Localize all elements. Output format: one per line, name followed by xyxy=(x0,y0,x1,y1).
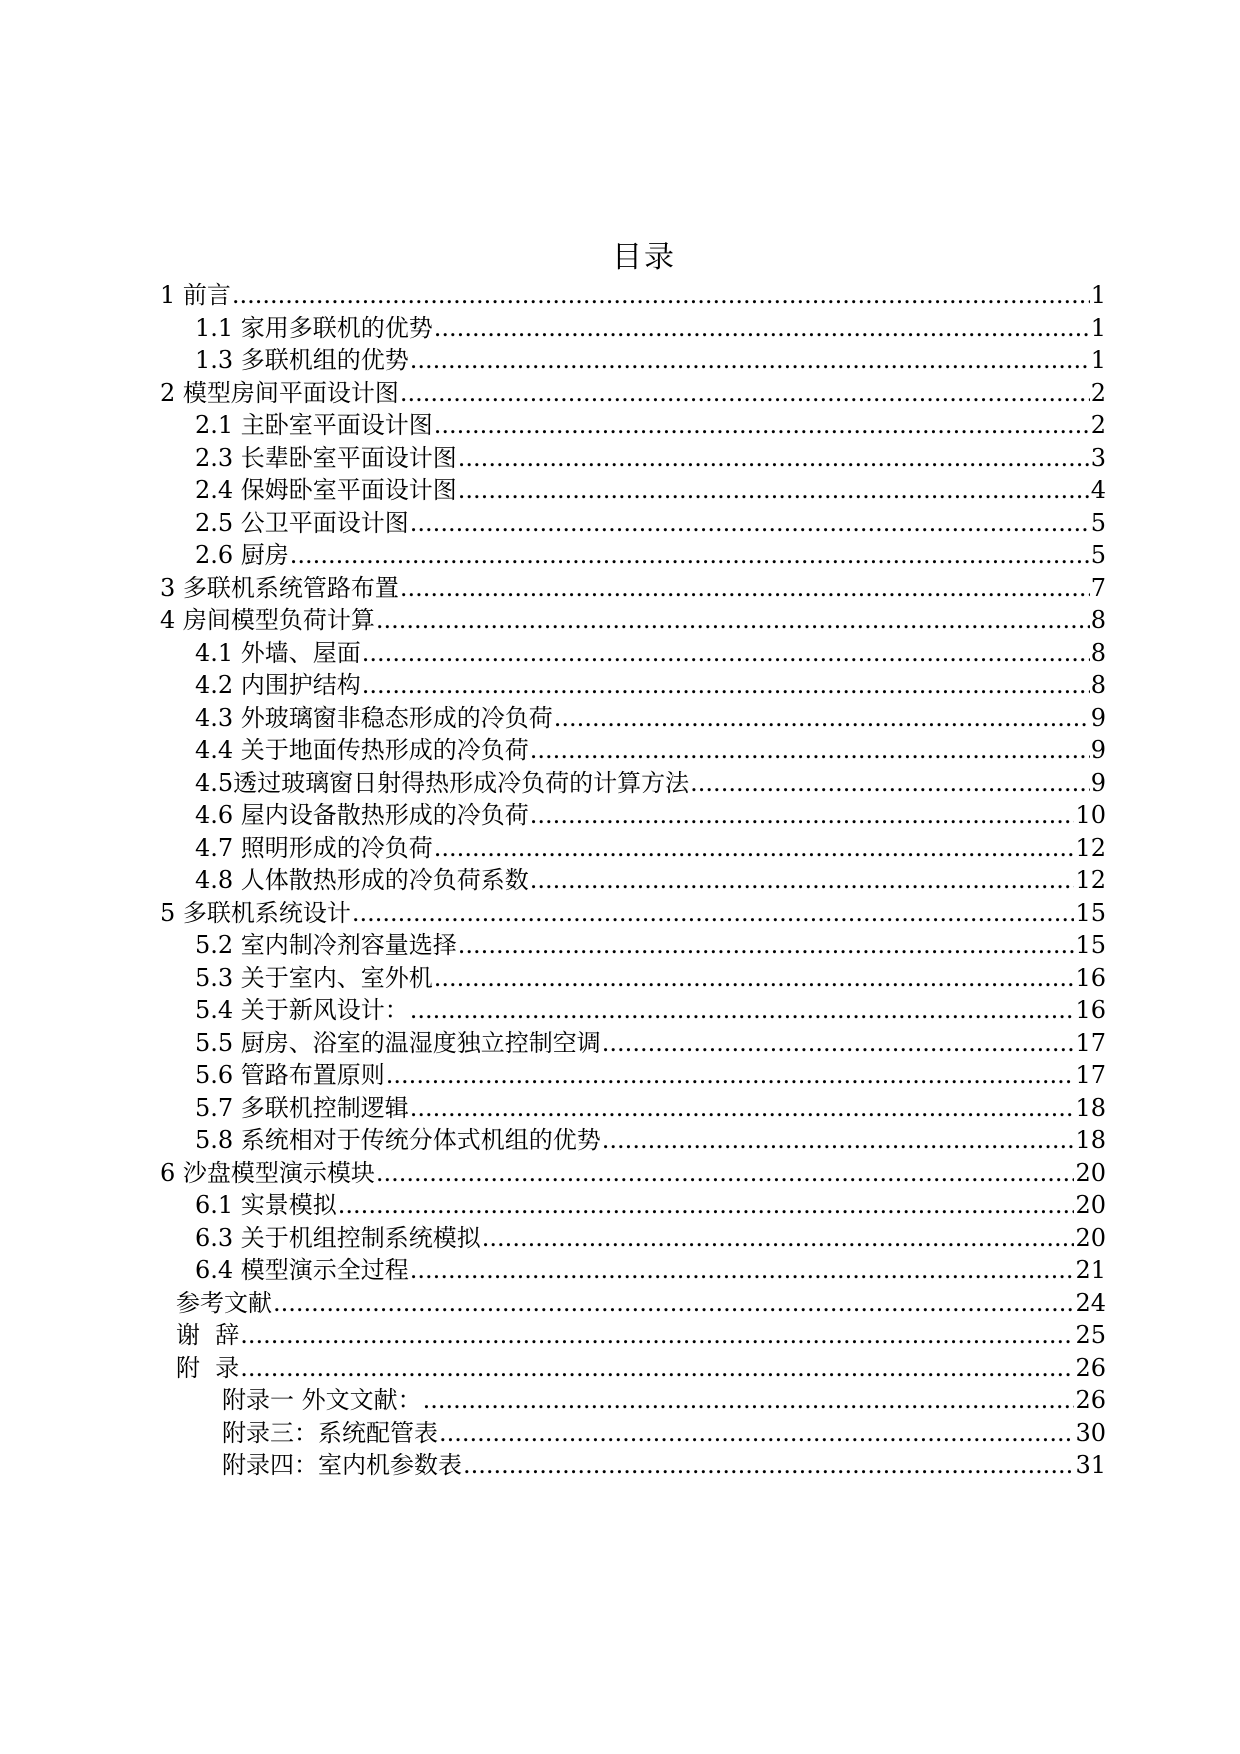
toc-entry-page-number: 1 xyxy=(1090,313,1106,342)
dot-leader xyxy=(434,312,1090,345)
dot-leader xyxy=(482,1222,1075,1255)
toc-entry-label: 5.6 管路布置原则 xyxy=(195,1061,385,1089)
toc-entry-page-number: 12 xyxy=(1075,866,1106,894)
toc-entry-page-number: 16 xyxy=(1075,996,1106,1024)
toc-entry-label: 6.4 模型演示全过程 xyxy=(195,1256,409,1284)
dot-leader xyxy=(362,637,1090,670)
toc-entry-label: 5.5 厨房、浴室的温湿度独立控制空调 xyxy=(195,1028,601,1057)
dot-leader xyxy=(410,1254,1075,1287)
toc-entry-label: 4.7 照明形成的冷负荷 xyxy=(195,833,433,862)
dot-leader xyxy=(410,344,1090,377)
toc-entry-page-number: 15 xyxy=(1075,931,1106,959)
toc-entry-page-number: 24 xyxy=(1075,1288,1106,1317)
dot-leader xyxy=(240,1319,1074,1352)
toc-entry-page-number: 9 xyxy=(1090,768,1106,797)
toc-entry[interactable] xyxy=(160,1254,1106,1287)
dot-leader xyxy=(554,702,1090,735)
toc-entry-label: 4.5透过玻璃窗日射得热形成冷负荷的计算方法 xyxy=(195,768,690,797)
dot-leader xyxy=(290,539,1090,572)
dot-leader xyxy=(376,1157,1075,1190)
toc-entry[interactable] xyxy=(160,442,1106,475)
toc-entry-page-number: 12 xyxy=(1075,833,1106,862)
toc-entry[interactable] xyxy=(160,1417,1106,1450)
toc-entry-label: 4.6 屋内设备散热形成的冷负荷 xyxy=(195,801,529,829)
toc-entry-page-number: 2 xyxy=(1090,378,1106,407)
toc-entry[interactable] xyxy=(160,669,1106,702)
toc-entry-label: 4.4 关于地面传热形成的冷负荷 xyxy=(195,736,529,764)
dot-leader xyxy=(434,832,1075,865)
toc-entry[interactable] xyxy=(160,474,1106,507)
toc-entry[interactable] xyxy=(160,1319,1106,1352)
toc-entry-label: 参考文献 xyxy=(176,1288,272,1317)
toc-entry[interactable] xyxy=(160,767,1106,800)
toc-entry[interactable] xyxy=(160,279,1106,312)
toc-entry-label: 附录四：室内机参数表 xyxy=(222,1451,462,1479)
toc-entry[interactable] xyxy=(160,409,1106,442)
toc-entry-page-number: 3 xyxy=(1090,443,1106,472)
dot-leader xyxy=(530,799,1075,832)
toc-entry[interactable] xyxy=(160,929,1106,962)
toc-entry[interactable] xyxy=(160,1189,1106,1222)
toc-entry-label: 5.2 室内制冷剂容量选择 xyxy=(195,931,457,959)
toc-entry-label: 2.6 厨房 xyxy=(195,541,289,569)
dot-leader xyxy=(690,767,1090,800)
toc-entry-label: 2.4 保姆卧室平面设计图 xyxy=(195,476,457,504)
toc-entry-label: 1.3 多联机组的优势 xyxy=(195,346,409,374)
toc-entry[interactable] xyxy=(160,1287,1106,1320)
toc-entry-page-number: 20 xyxy=(1075,1223,1106,1252)
toc-entry-page-number: 26 xyxy=(1075,1386,1106,1414)
toc-entry-page-number: 17 xyxy=(1075,1028,1106,1057)
dot-leader xyxy=(463,1449,1074,1482)
toc-entry-page-number: 5 xyxy=(1090,508,1106,537)
toc-entry[interactable] xyxy=(160,734,1106,767)
toc-entry[interactable] xyxy=(160,572,1106,605)
toc-entry[interactable] xyxy=(160,897,1106,930)
toc-entry-label: 5.7 多联机控制逻辑 xyxy=(195,1093,409,1122)
dot-leader xyxy=(232,279,1090,312)
toc-entry-page-number: 16 xyxy=(1075,963,1106,992)
dot-leader xyxy=(423,1384,1075,1417)
toc-entry-page-number: 7 xyxy=(1090,573,1106,602)
dot-leader xyxy=(530,864,1075,897)
toc-entry-page-number: 21 xyxy=(1075,1256,1106,1284)
toc-entry-label: 2.5 公卫平面设计图 xyxy=(195,508,409,537)
toc-entry[interactable] xyxy=(160,1449,1106,1482)
toc-entry[interactable] xyxy=(160,539,1106,572)
toc-entry-page-number: 4 xyxy=(1090,476,1106,504)
toc-entry[interactable] xyxy=(160,344,1106,377)
toc-entry-label: 2 模型房间平面设计图 xyxy=(160,378,399,407)
dot-leader xyxy=(376,604,1090,637)
toc-entry-label: 3 多联机系统管路布置 xyxy=(160,573,399,602)
toc-entry[interactable] xyxy=(160,507,1106,540)
dot-leader xyxy=(458,929,1075,962)
toc-entry-label: 2.1 主卧室平面设计图 xyxy=(195,411,433,439)
toc-entry[interactable] xyxy=(160,377,1106,410)
toc-entry-label: 附录三：系统配管表 xyxy=(222,1418,438,1447)
dot-leader xyxy=(530,734,1090,767)
toc-entry-label: 2.3 长辈卧室平面设计图 xyxy=(195,443,457,472)
toc-entry-label: 5.8 系统相对于传统分体式机组的优势 xyxy=(195,1126,601,1154)
dot-leader xyxy=(240,1352,1074,1385)
toc-entry[interactable] xyxy=(160,1092,1106,1125)
dot-leader xyxy=(410,1092,1075,1125)
toc-entry[interactable] xyxy=(160,1027,1106,1060)
toc-entry[interactable] xyxy=(160,637,1106,670)
dot-leader xyxy=(273,1287,1074,1320)
toc-entry[interactable] xyxy=(160,604,1106,637)
toc-entry-page-number: 20 xyxy=(1075,1191,1106,1219)
toc-entry-label: 附 录 xyxy=(176,1353,240,1382)
toc-entry-page-number: 2 xyxy=(1090,411,1106,439)
toc-entry-label: 谢 辞 xyxy=(176,1321,240,1349)
dot-leader xyxy=(439,1417,1074,1450)
dot-leader xyxy=(400,377,1090,410)
toc-entry-page-number: 15 xyxy=(1075,898,1106,927)
toc-entry-page-number: 17 xyxy=(1075,1061,1106,1089)
toc-page-title: 目录 xyxy=(612,240,676,275)
toc-entry-page-number: 8 xyxy=(1090,606,1106,634)
dot-leader xyxy=(410,994,1075,1027)
toc-entry-label: 5.3 关于室内、室外机 xyxy=(195,963,433,992)
toc-entry-label: 6.3 关于机组控制系统模拟 xyxy=(195,1223,481,1252)
toc-entry-page-number: 26 xyxy=(1075,1353,1106,1382)
toc-entry-page-number: 1 xyxy=(1090,346,1106,374)
toc-entry-label: 附录一 外文文献： xyxy=(222,1386,422,1414)
toc-entry-page-number: 1 xyxy=(1090,281,1106,309)
toc-entry[interactable] xyxy=(160,1059,1106,1092)
toc-entry-label: 1 前言 xyxy=(160,281,231,309)
toc-entry[interactable] xyxy=(160,1222,1106,1255)
dot-leader xyxy=(352,897,1075,930)
toc-entry-page-number: 18 xyxy=(1075,1093,1106,1122)
toc-entry[interactable] xyxy=(160,1352,1106,1385)
toc-entry-page-number: 31 xyxy=(1075,1451,1106,1479)
dot-leader xyxy=(386,1059,1075,1092)
toc-entry-page-number: 25 xyxy=(1075,1321,1106,1349)
dot-leader xyxy=(602,1027,1075,1060)
dot-leader xyxy=(434,962,1075,995)
toc-entry-label: 1.1 家用多联机的优势 xyxy=(195,313,433,342)
toc-entry-label: 6.1 实景模拟 xyxy=(195,1191,337,1219)
dot-leader xyxy=(458,474,1090,507)
toc-entry-page-number: 9 xyxy=(1090,703,1106,732)
toc-entry-label: 4.3 外玻璃窗非稳态形成的冷负荷 xyxy=(195,703,553,732)
toc-entry[interactable] xyxy=(160,962,1106,995)
toc-entry-label: 4.8 人体散热形成的冷负荷系数 xyxy=(195,866,529,894)
toc-entry-label: 4.1 外墙、屋面 xyxy=(195,638,361,667)
toc-entry-page-number: 20 xyxy=(1075,1158,1106,1187)
toc-entry-label: 5.4 关于新风设计： xyxy=(195,996,409,1024)
toc-entry[interactable] xyxy=(160,799,1106,832)
toc-entry[interactable] xyxy=(160,312,1106,345)
dot-leader xyxy=(458,442,1090,475)
toc-entry-page-number: 18 xyxy=(1075,1126,1106,1154)
dot-leader xyxy=(434,409,1090,442)
toc-entry-page-number: 30 xyxy=(1075,1418,1106,1447)
toc-entry-label: 6 沙盘模型演示模块 xyxy=(160,1158,375,1187)
toc-entry-page-number: 10 xyxy=(1075,801,1106,829)
toc-entry-page-number: 5 xyxy=(1090,541,1106,569)
toc-entry-page-number: 9 xyxy=(1090,736,1106,764)
toc-entry[interactable] xyxy=(160,702,1106,735)
dot-leader xyxy=(362,669,1090,702)
toc-entry[interactable] xyxy=(160,832,1106,865)
toc-list xyxy=(160,279,1106,1482)
toc-entry[interactable] xyxy=(160,1384,1106,1417)
toc-entry[interactable] xyxy=(160,994,1106,1027)
dot-leader xyxy=(602,1124,1075,1157)
dot-leader xyxy=(410,507,1090,540)
toc-entry[interactable] xyxy=(160,864,1106,897)
toc-entry-label: 4.2 内围护结构 xyxy=(195,671,361,699)
dot-leader xyxy=(338,1189,1075,1222)
toc-entry[interactable] xyxy=(160,1157,1106,1190)
toc-entry-label: 4 房间模型负荷计算 xyxy=(160,606,375,634)
toc-entry-page-number: 8 xyxy=(1090,638,1106,667)
toc-entry-label: 5 多联机系统设计 xyxy=(160,898,351,927)
toc-entry-page-number: 8 xyxy=(1090,671,1106,699)
toc-entry[interactable] xyxy=(160,1124,1106,1157)
dot-leader xyxy=(400,572,1090,605)
